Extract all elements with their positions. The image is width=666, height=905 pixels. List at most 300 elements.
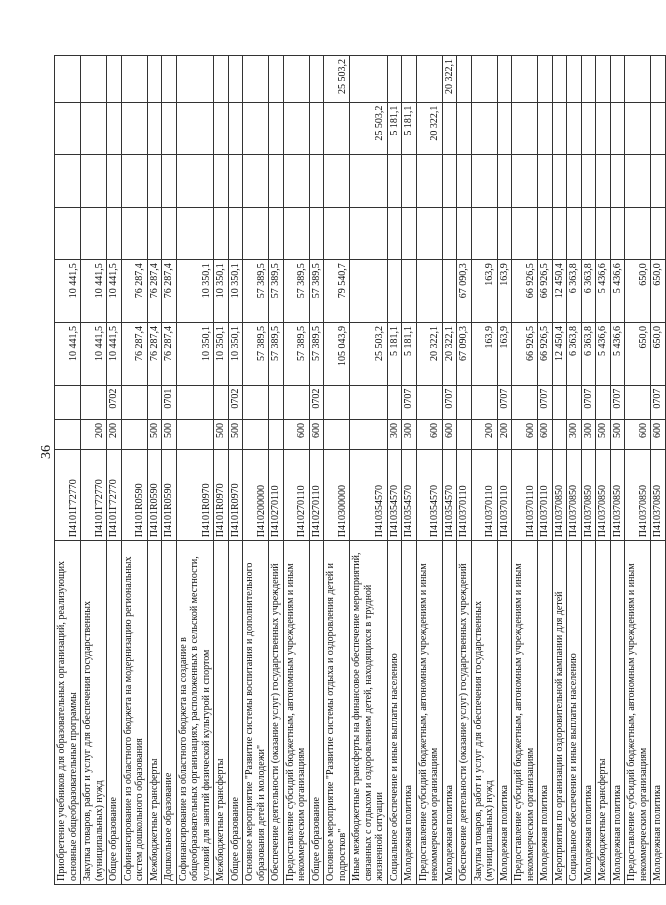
table-row xyxy=(283,56,309,885)
amount-cell-5 xyxy=(107,102,122,155)
item-name-cell: Общее образование xyxy=(107,541,122,885)
section-code-cell xyxy=(350,385,388,419)
item-name-cell: Молодежная политика xyxy=(651,541,666,885)
amount-cell-2 xyxy=(416,260,442,323)
amount-cell-6 xyxy=(176,56,214,103)
target-code-cell: П410370850 xyxy=(610,450,625,541)
expense-type-cell: 600 xyxy=(538,419,553,449)
amount-cell-6 xyxy=(309,56,324,103)
page-number: 36 xyxy=(39,445,54,459)
total-amount-cell: 25 503,2 xyxy=(350,322,388,385)
section-code-cell: 0707 xyxy=(581,385,596,419)
total-amount-cell: 57 389,5 xyxy=(283,322,309,385)
expense-type-cell xyxy=(324,419,350,449)
section-code-cell: 0707 xyxy=(402,385,417,419)
section-code-cell xyxy=(55,385,81,419)
rotated-budget-table-container xyxy=(54,55,663,885)
amount-cell-2: 66 926,5 xyxy=(538,260,553,323)
amount-cell-3 xyxy=(512,207,538,260)
amount-cell-4 xyxy=(147,155,162,208)
amount-cell-4 xyxy=(176,155,214,208)
amount-cell-2: 163,9 xyxy=(497,260,512,323)
amount-cell-6 xyxy=(457,56,472,103)
total-amount-cell: 76 287,4 xyxy=(121,322,147,385)
amount-cell-5 xyxy=(596,102,611,155)
expense-type-cell: 300 xyxy=(402,419,417,449)
item-name-cell: Молодежная политика xyxy=(497,541,512,885)
amount-cell-4 xyxy=(121,155,147,208)
target-code-cell: П410370850 xyxy=(596,450,611,541)
section-code-cell: 0707 xyxy=(651,385,666,419)
amount-cell-4 xyxy=(471,155,497,208)
table-row xyxy=(176,56,214,885)
table-row xyxy=(512,56,538,885)
table-row xyxy=(121,56,147,885)
item-name-cell: Обеспечение деятельности (оказание услуг) государственных учреждений xyxy=(457,541,472,885)
target-code-cell: П410370110 xyxy=(497,450,512,541)
target-code-cell: П410354570 xyxy=(387,450,402,541)
target-code-cell: П410370850 xyxy=(567,450,582,541)
amount-cell-2 xyxy=(442,260,457,323)
target-code-cell: П4101Г72770 xyxy=(55,450,81,541)
table-body xyxy=(55,56,666,885)
table-row xyxy=(269,56,284,885)
amount-cell-2 xyxy=(402,260,417,323)
amount-cell-2: 10 441,5 xyxy=(107,260,122,323)
amount-cell-2: 12 450,4 xyxy=(552,260,567,323)
amount-cell-3 xyxy=(552,207,567,260)
amount-cell-6 xyxy=(651,56,666,103)
expense-type-cell: 300 xyxy=(387,419,402,449)
amount-cell-3 xyxy=(402,207,417,260)
amount-cell-6 xyxy=(581,56,596,103)
amount-cell-3 xyxy=(596,207,611,260)
target-code-cell: П410300000 xyxy=(324,450,350,541)
section-code-cell: 0701 xyxy=(162,385,177,419)
target-code-cell: П410270110 xyxy=(283,450,309,541)
total-amount-cell: 57 389,5 xyxy=(243,322,269,385)
item-name-cell: Молодежная политика xyxy=(442,541,457,885)
amount-cell-5 xyxy=(567,102,582,155)
amount-cell-5 xyxy=(581,102,596,155)
amount-cell-3 xyxy=(283,207,309,260)
section-code-cell xyxy=(457,385,472,419)
amount-cell-4 xyxy=(228,155,243,208)
amount-cell-4 xyxy=(107,155,122,208)
table-row xyxy=(497,56,512,885)
section-code-cell xyxy=(283,385,309,419)
table-row xyxy=(471,56,497,885)
total-amount-cell: 67 090,3 xyxy=(457,322,472,385)
table-row xyxy=(228,56,243,885)
section-code-cell xyxy=(387,385,402,419)
expense-type-cell: 600 xyxy=(625,419,651,449)
amount-cell-6 xyxy=(147,56,162,103)
amount-cell-6 xyxy=(214,56,229,103)
total-amount-cell: 76 287,4 xyxy=(147,322,162,385)
table-row xyxy=(457,56,472,885)
amount-cell-6 xyxy=(228,56,243,103)
amount-cell-4 xyxy=(442,155,457,208)
item-name-cell: Основное мероприятие "Развитие системы воспитания и дополнительного образования детей и молодежи" xyxy=(243,541,269,885)
amount-cell-3 xyxy=(147,207,162,260)
amount-cell-2: 650,0 xyxy=(625,260,651,323)
target-code-cell: П410370110 xyxy=(471,450,497,541)
table-row xyxy=(309,56,324,885)
expense-type-cell: 600 xyxy=(651,419,666,449)
table-row xyxy=(610,56,625,885)
total-amount-cell: 20 322,1 xyxy=(416,322,442,385)
expense-type-cell: 500 xyxy=(214,419,229,449)
expense-type-cell: 300 xyxy=(567,419,582,449)
amount-cell-3 xyxy=(538,207,553,260)
total-amount-cell: 650,0 xyxy=(625,322,651,385)
target-code-cell: П410370850 xyxy=(625,450,651,541)
amount-cell-6 xyxy=(402,56,417,103)
amount-cell-4 xyxy=(81,155,107,208)
amount-cell-2: 6 363,8 xyxy=(567,260,582,323)
amount-cell-2: 76 287,4 xyxy=(121,260,147,323)
amount-cell-6 xyxy=(552,56,567,103)
amount-cell-6 xyxy=(610,56,625,103)
amount-cell-4 xyxy=(350,155,388,208)
amount-cell-3 xyxy=(651,207,666,260)
amount-cell-5 xyxy=(324,102,350,155)
amount-cell-5 xyxy=(538,102,553,155)
total-amount-cell: 6 363,8 xyxy=(567,322,582,385)
amount-cell-5 xyxy=(121,102,147,155)
amount-cell-4 xyxy=(538,155,553,208)
amount-cell-5 xyxy=(471,102,497,155)
expense-type-cell xyxy=(243,419,269,449)
section-code-cell xyxy=(147,385,162,419)
section-code-cell xyxy=(269,385,284,419)
amount-cell-4 xyxy=(402,155,417,208)
expense-type-cell: 500 xyxy=(162,419,177,449)
amount-cell-3 xyxy=(442,207,457,260)
expense-type-cell xyxy=(269,419,284,449)
table-row xyxy=(402,56,417,885)
expense-type-cell xyxy=(121,419,147,449)
total-amount-cell: 650,0 xyxy=(651,322,666,385)
amount-cell-2: 163,9 xyxy=(471,260,497,323)
total-amount-cell: 66 926,5 xyxy=(538,322,553,385)
total-amount-cell: 10 350,1 xyxy=(228,322,243,385)
section-code-cell xyxy=(567,385,582,419)
amount-cell-6 xyxy=(625,56,651,103)
table-row xyxy=(324,56,350,885)
amount-cell-5 xyxy=(81,102,107,155)
amount-cell-2: 10 441,5 xyxy=(55,260,81,323)
target-code-cell: П4101R0970 xyxy=(214,450,229,541)
amount-cell-2: 650,0 xyxy=(651,260,666,323)
amount-cell-3 xyxy=(81,207,107,260)
target-code-cell: П410270110 xyxy=(309,450,324,541)
target-code-cell: П410370850 xyxy=(581,450,596,541)
amount-cell-3 xyxy=(610,207,625,260)
amount-cell-5 xyxy=(442,102,457,155)
section-code-cell xyxy=(214,385,229,419)
expense-type-cell: 200 xyxy=(107,419,122,449)
item-name-cell: Предоставление субсидий бюджетным, автономным учреждениям и иным некоммерческим организациям xyxy=(512,541,538,885)
amount-cell-6 xyxy=(243,56,269,103)
amount-cell-6 xyxy=(350,56,388,103)
target-code-cell: П4101R0970 xyxy=(176,450,214,541)
amount-cell-2: 5 436,6 xyxy=(610,260,625,323)
amount-cell-4 xyxy=(269,155,284,208)
section-code-cell xyxy=(596,385,611,419)
amount-cell-6 xyxy=(387,56,402,103)
total-amount-cell: 10 350,1 xyxy=(176,322,214,385)
item-name-cell: Общее образование xyxy=(309,541,324,885)
target-code-cell: П4101R0970 xyxy=(228,450,243,541)
item-name-cell: Социальное обеспечение и иные выплаты населению xyxy=(387,541,402,885)
target-code-cell: П410354570 xyxy=(416,450,442,541)
total-amount-cell: 5 436,6 xyxy=(610,322,625,385)
amount-cell-5 xyxy=(610,102,625,155)
amount-cell-4 xyxy=(162,155,177,208)
amount-cell-3 xyxy=(269,207,284,260)
amount-cell-3 xyxy=(121,207,147,260)
table-row xyxy=(387,56,402,885)
item-name-cell: Межбюджетные трансферты xyxy=(596,541,611,885)
amount-cell-5 xyxy=(552,102,567,155)
expense-type-cell: 200 xyxy=(81,419,107,449)
item-name-cell: Софинансирование из областного бюджета на модернизацию региональных систем дошкольного образования xyxy=(121,541,147,885)
total-amount-cell: 10 441,5 xyxy=(81,322,107,385)
table-row xyxy=(147,56,162,885)
amount-cell-4 xyxy=(457,155,472,208)
table-row xyxy=(625,56,651,885)
amount-cell-4 xyxy=(214,155,229,208)
section-code-cell xyxy=(121,385,147,419)
target-code-cell: П410270110 xyxy=(269,450,284,541)
item-name-cell: Основное мероприятие "Развитие системы отдыха и оздоровления детей и подростков" xyxy=(324,541,350,885)
section-code-cell xyxy=(471,385,497,419)
amount-cell-5: 5 181,1 xyxy=(387,102,402,155)
amount-cell-4 xyxy=(324,155,350,208)
item-name-cell: Общее образование xyxy=(228,541,243,885)
amount-cell-4 xyxy=(596,155,611,208)
section-code-cell: 0702 xyxy=(309,385,324,419)
table-row xyxy=(651,56,666,885)
amount-cell-6 xyxy=(55,56,81,103)
expense-type-cell: 600 xyxy=(512,419,538,449)
amount-cell-2: 10 441,5 xyxy=(81,260,107,323)
amount-cell-2: 10 350,1 xyxy=(176,260,214,323)
amount-cell-2: 66 926,5 xyxy=(512,260,538,323)
amount-cell-6 xyxy=(107,56,122,103)
item-name-cell: Молодежная политика xyxy=(610,541,625,885)
item-name-cell: Молодежная политика xyxy=(402,541,417,885)
section-code-cell: 0707 xyxy=(442,385,457,419)
item-name-cell: Обеспечение деятельности (оказание услуг) государственных учреждений xyxy=(269,541,284,885)
expense-type-cell: 500 xyxy=(228,419,243,449)
section-code-cell: 0702 xyxy=(107,385,122,419)
item-name-cell: Межбюджетные трансферты xyxy=(214,541,229,885)
total-amount-cell: 5 436,6 xyxy=(596,322,611,385)
target-code-cell: П4101R0590 xyxy=(121,450,147,541)
item-name-cell: Дошкольное образование xyxy=(162,541,177,885)
amount-cell-5 xyxy=(228,102,243,155)
total-amount-cell: 12 450,4 xyxy=(552,322,567,385)
amount-cell-4 xyxy=(581,155,596,208)
amount-cell-6 xyxy=(121,56,147,103)
section-code-cell xyxy=(324,385,350,419)
target-code-cell: П4101R0590 xyxy=(162,450,177,541)
section-code-cell: 0707 xyxy=(538,385,553,419)
target-code-cell: П410354570 xyxy=(442,450,457,541)
amount-cell-3 xyxy=(243,207,269,260)
table-row xyxy=(107,56,122,885)
amount-cell-6 xyxy=(416,56,442,103)
total-amount-cell: 66 926,5 xyxy=(512,322,538,385)
item-name-cell: Приобретение учебников для образовательных организаций, реализующих основные общеобразовательные программы xyxy=(55,541,81,885)
amount-cell-5 xyxy=(214,102,229,155)
amount-cell-4 xyxy=(416,155,442,208)
expense-type-cell xyxy=(552,419,567,449)
total-amount-cell: 10 441,5 xyxy=(55,322,81,385)
amount-cell-3 xyxy=(387,207,402,260)
expense-type-cell: 600 xyxy=(442,419,457,449)
amount-cell-2: 76 287,4 xyxy=(147,260,162,323)
amount-cell-3 xyxy=(162,207,177,260)
item-name-cell: Социальное обеспечение и иные выплаты населению xyxy=(567,541,582,885)
section-code-cell xyxy=(176,385,214,419)
target-code-cell: П410370850 xyxy=(651,450,666,541)
expense-type-cell: 600 xyxy=(309,419,324,449)
amount-cell-6 xyxy=(471,56,497,103)
target-code-cell: П410354570 xyxy=(402,450,417,541)
amount-cell-5: 5 181,1 xyxy=(402,102,417,155)
item-name-cell: Иные межбюджетные трансферты на финансовое обеспечение мероприятий, связанных с отдыхом и оздоровлением детей, находящихся в трудной жизненной ситуации xyxy=(350,541,388,885)
amount-cell-2: 10 350,1 xyxy=(228,260,243,323)
amount-cell-5 xyxy=(243,102,269,155)
item-name-cell: Предоставление субсидий бюджетным, автономным учреждениям и иным некоммерческим организациям xyxy=(283,541,309,885)
amount-cell-6: 20 322,1 xyxy=(442,56,457,103)
amount-cell-4 xyxy=(610,155,625,208)
section-code-cell xyxy=(243,385,269,419)
expense-type-cell: 600 xyxy=(416,419,442,449)
amount-cell-4 xyxy=(387,155,402,208)
total-amount-cell: 163,9 xyxy=(471,322,497,385)
target-code-cell: П410370850 xyxy=(552,450,567,541)
amount-cell-3 xyxy=(350,207,388,260)
amount-cell-4 xyxy=(243,155,269,208)
table-row xyxy=(567,56,582,885)
item-name-cell: Закупка товаров, работ и услуг для обеспечения государственных (муниципальных) нужд xyxy=(81,541,107,885)
target-code-cell: П410370110 xyxy=(538,450,553,541)
amount-cell-5 xyxy=(309,102,324,155)
budget-table xyxy=(54,55,666,885)
table-row xyxy=(81,56,107,885)
amount-cell-6: 25 503,2 xyxy=(324,56,350,103)
amount-cell-5 xyxy=(283,102,309,155)
amount-cell-5 xyxy=(457,102,472,155)
amount-cell-4 xyxy=(625,155,651,208)
amount-cell-5 xyxy=(625,102,651,155)
item-name-cell: Предоставление субсидий бюджетным, автономным учреждениям и иным некоммерческим организациям xyxy=(416,541,442,885)
table-row xyxy=(243,56,269,885)
amount-cell-6 xyxy=(283,56,309,103)
amount-cell-6 xyxy=(538,56,553,103)
amount-cell-4 xyxy=(497,155,512,208)
amount-cell-5 xyxy=(497,102,512,155)
amount-cell-5 xyxy=(147,102,162,155)
table-row xyxy=(552,56,567,885)
amount-cell-6 xyxy=(567,56,582,103)
expense-type-cell: 600 xyxy=(283,419,309,449)
amount-cell-2: 76 287,4 xyxy=(162,260,177,323)
item-name-cell: Молодежная политика xyxy=(538,541,553,885)
amount-cell-3 xyxy=(567,207,582,260)
item-name-cell: Мероприятия по организации оздоровительной кампании для детей xyxy=(552,541,567,885)
amount-cell-3 xyxy=(625,207,651,260)
expense-type-cell xyxy=(350,419,388,449)
table-row xyxy=(596,56,611,885)
amount-cell-5 xyxy=(162,102,177,155)
amount-cell-3 xyxy=(55,207,81,260)
amount-cell-5 xyxy=(651,102,666,155)
expense-type-cell: 500 xyxy=(610,419,625,449)
amount-cell-2: 10 350,1 xyxy=(214,260,229,323)
item-name-cell: Софинансирование из областного бюджета на создание в общеобразовательных организациях, расположенных в сельской местности, условий для занятий физической культурой и спортом xyxy=(176,541,214,885)
amount-cell-6 xyxy=(162,56,177,103)
table-row xyxy=(350,56,388,885)
amount-cell-3 xyxy=(416,207,442,260)
amount-cell-2 xyxy=(350,260,388,323)
item-name-cell: Межбюджетные трансферты xyxy=(147,541,162,885)
total-amount-cell: 57 389,5 xyxy=(309,322,324,385)
item-name-cell: Закупка товаров, работ и услуг для обеспечения государственных (муниципальных) нужд xyxy=(471,541,497,885)
total-amount-cell: 5 181,1 xyxy=(387,322,402,385)
expense-type-cell: 300 xyxy=(581,419,596,449)
target-code-cell: П4101R0590 xyxy=(147,450,162,541)
total-amount-cell: 6 363,8 xyxy=(581,322,596,385)
amount-cell-3 xyxy=(228,207,243,260)
amount-cell-3 xyxy=(309,207,324,260)
amount-cell-5 xyxy=(176,102,214,155)
expense-type-cell xyxy=(457,419,472,449)
section-code-cell: 0707 xyxy=(497,385,512,419)
amount-cell-2: 57 389,5 xyxy=(283,260,309,323)
target-code-cell: П4101Г72770 xyxy=(81,450,107,541)
amount-cell-4 xyxy=(512,155,538,208)
amount-cell-3 xyxy=(214,207,229,260)
amount-cell-3 xyxy=(176,207,214,260)
table-row xyxy=(416,56,442,885)
amount-cell-2: 57 389,5 xyxy=(243,260,269,323)
table-row xyxy=(538,56,553,885)
section-code-cell xyxy=(416,385,442,419)
section-code-cell: 0707 xyxy=(610,385,625,419)
amount-cell-3 xyxy=(497,207,512,260)
section-code-cell xyxy=(512,385,538,419)
section-code-cell: 0702 xyxy=(228,385,243,419)
amount-cell-3 xyxy=(471,207,497,260)
target-code-cell: П410354570 xyxy=(350,450,388,541)
amount-cell-6 xyxy=(81,56,107,103)
amount-cell-2: 57 389,5 xyxy=(269,260,284,323)
total-amount-cell: 20 322,1 xyxy=(442,322,457,385)
expense-type-cell xyxy=(55,419,81,449)
section-code-cell xyxy=(552,385,567,419)
amount-cell-4 xyxy=(55,155,81,208)
amount-cell-6 xyxy=(269,56,284,103)
amount-cell-3 xyxy=(107,207,122,260)
amount-cell-4 xyxy=(309,155,324,208)
amount-cell-2 xyxy=(387,260,402,323)
